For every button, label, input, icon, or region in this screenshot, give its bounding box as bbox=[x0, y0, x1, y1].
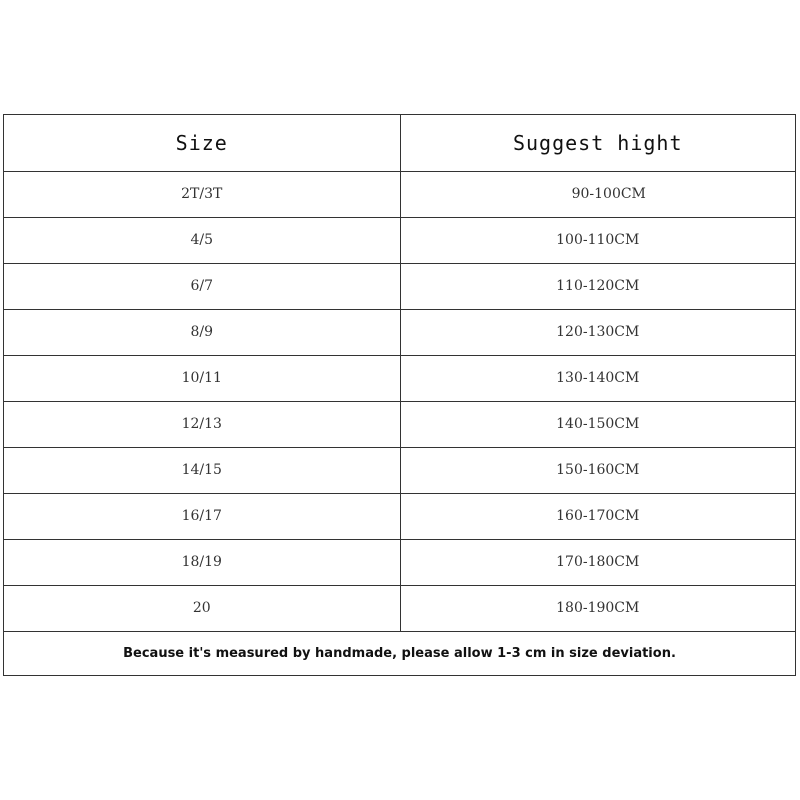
height-value: 170-180CM bbox=[556, 554, 640, 570]
height-header: Suggest hight bbox=[400, 115, 795, 171]
height-cell bbox=[400, 355, 795, 401]
height-cell bbox=[400, 539, 795, 585]
height-value: 110-120CM bbox=[556, 278, 640, 294]
table-row bbox=[4, 309, 795, 355]
height-value: 100-110CM bbox=[556, 232, 640, 248]
table-row bbox=[4, 539, 795, 585]
table-row bbox=[4, 355, 795, 401]
size-cell: 10/11 bbox=[4, 355, 400, 401]
size-cell: 4/5 bbox=[4, 217, 400, 263]
height-cell bbox=[400, 401, 795, 447]
size-cell: 2T/3T bbox=[4, 171, 400, 217]
table-row bbox=[4, 217, 795, 263]
table-row bbox=[4, 585, 795, 631]
size-chart bbox=[3, 114, 796, 676]
table-row bbox=[4, 171, 795, 217]
size-header: Size bbox=[4, 115, 400, 171]
size-cell: 6/7 bbox=[4, 263, 400, 309]
height-value: 150-160CM bbox=[556, 462, 640, 478]
size-cell: 16/17 bbox=[4, 493, 400, 539]
height-cell bbox=[400, 263, 795, 309]
height-cell bbox=[400, 447, 795, 493]
height-cell bbox=[400, 493, 795, 539]
height-value: 90-100CM bbox=[571, 186, 646, 202]
table-row bbox=[4, 401, 795, 447]
height-value: 180-190CM bbox=[556, 600, 640, 616]
table-row bbox=[4, 493, 795, 539]
height-cell bbox=[400, 309, 795, 355]
height-value: 130-140CM bbox=[556, 370, 640, 386]
size-deviation-note: Because it's measured by handmade, please allow 1-3 cm in size deviation. bbox=[123, 645, 676, 661]
size-cell: 18/19 bbox=[4, 539, 400, 585]
size-cell: 12/13 bbox=[4, 401, 400, 447]
height-value: 140-150CM bbox=[556, 416, 640, 432]
header-row bbox=[4, 115, 795, 171]
note-row bbox=[4, 631, 795, 675]
size-cell: 8/9 bbox=[4, 309, 400, 355]
height-value: 120-130CM bbox=[556, 324, 640, 340]
size-cell: 20 bbox=[4, 585, 400, 631]
table-row bbox=[4, 447, 795, 493]
table-row bbox=[4, 263, 795, 309]
size-cell: 14/15 bbox=[4, 447, 400, 493]
height-cell bbox=[400, 217, 795, 263]
height-cell bbox=[400, 171, 795, 217]
size-table bbox=[4, 115, 795, 675]
height-cell bbox=[400, 585, 795, 631]
height-value: 160-170CM bbox=[556, 508, 640, 524]
